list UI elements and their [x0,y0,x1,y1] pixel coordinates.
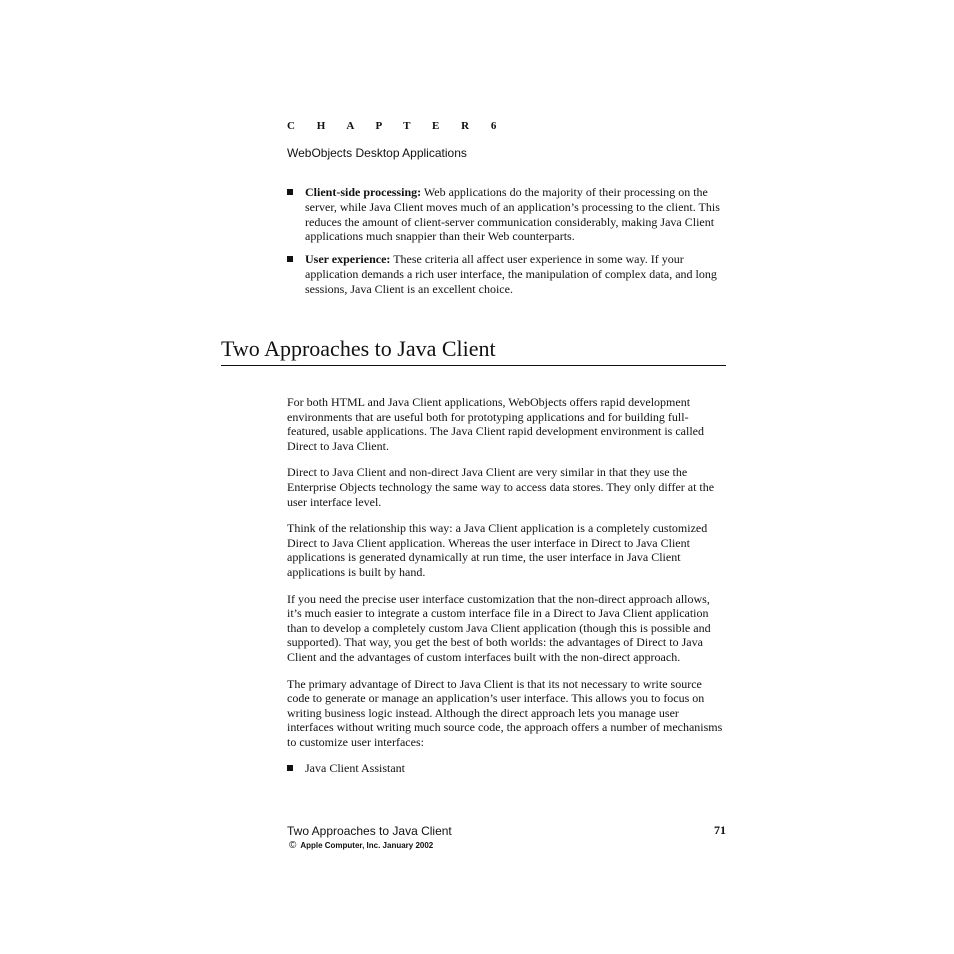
chapter-title: WebObjects Desktop Applications [287,146,467,160]
square-bullet-icon [287,256,293,262]
square-bullet-icon [287,765,293,771]
list-item [287,761,727,776]
bullet-text: Web applications do the majority of their processing on the server, while Java Client moves much of an application’s processing to the client. This reduces the amount of client-server communication considerably, making Java Client applications much snappier than their Web counterparts. [305,185,720,244]
square-bullet-icon [287,189,293,195]
paragraph: Think of the relationship this way: a Java Client application is a completely customized Direct to Java Client application. Whereas the user interface in Direct to Java Client applications is generated dynamically at run time, the user interface in Java Client applications is built by hand. [287,521,708,579]
footer-title: Two Approaches to Java Client [287,824,452,838]
page-number: 71 [714,823,726,837]
paragraph: For both HTML and Java Client applications, WebObjects offers rapid development environments that are useful both for prototyping applications and for building full-featured, usable applications. The Java Client rapid development environment is called Direct to Java Client. [287,395,704,453]
paragraph: The primary advantage of Direct to Java Client is that its not necessary to write source code to generate or manage an application’s user interface. This allows you to focus on writing business logic instead. Although the direct approach lets you manage user interfaces without writing much source code, the approach offers a number of mechanisms to customize user interfaces: [287,676,723,749]
list-item [287,252,727,296]
copyright-text: Apple Computer, Inc. January 2002 [300,841,434,850]
bullet-term: User experience: [305,252,391,267]
list-item [287,185,727,244]
bullet-text: These criteria all affect user experience in some way. If your application demands a rich user interface, the manipulation of complex data, and long sessions, Java Client is an excellent choice. [305,252,717,296]
chapter-label: C H A P T E R 6 [287,120,506,132]
copyright-icon: © [289,840,297,851]
paragraph: Direct to Java Client and non-direct Java Client are very similar in that they use the Enterprise Objects technology the same way to access data stores. They only differ at the user interface level. [287,465,715,509]
copyright-notice [289,840,433,851]
section-body [287,395,727,784]
top-bullet-list [287,185,727,305]
paragraph: If you need the precise user interface customization that the non-direct approach allows, it’s much easier to integrate a custom interface file in a Direct to Java Client application than to develop a completely custom Java Client application (though this is possible and supported). That way, you get the best of both worlds: the advantages of Direct to Java Client and the advantages of custom interfaces built with the non-direct approach. [287,591,711,664]
section-heading: Two Approaches to Java Client [221,335,726,366]
bullet-text: Java Client Assistant [305,761,405,776]
bullet-term: Client-side processing: [305,185,422,199]
